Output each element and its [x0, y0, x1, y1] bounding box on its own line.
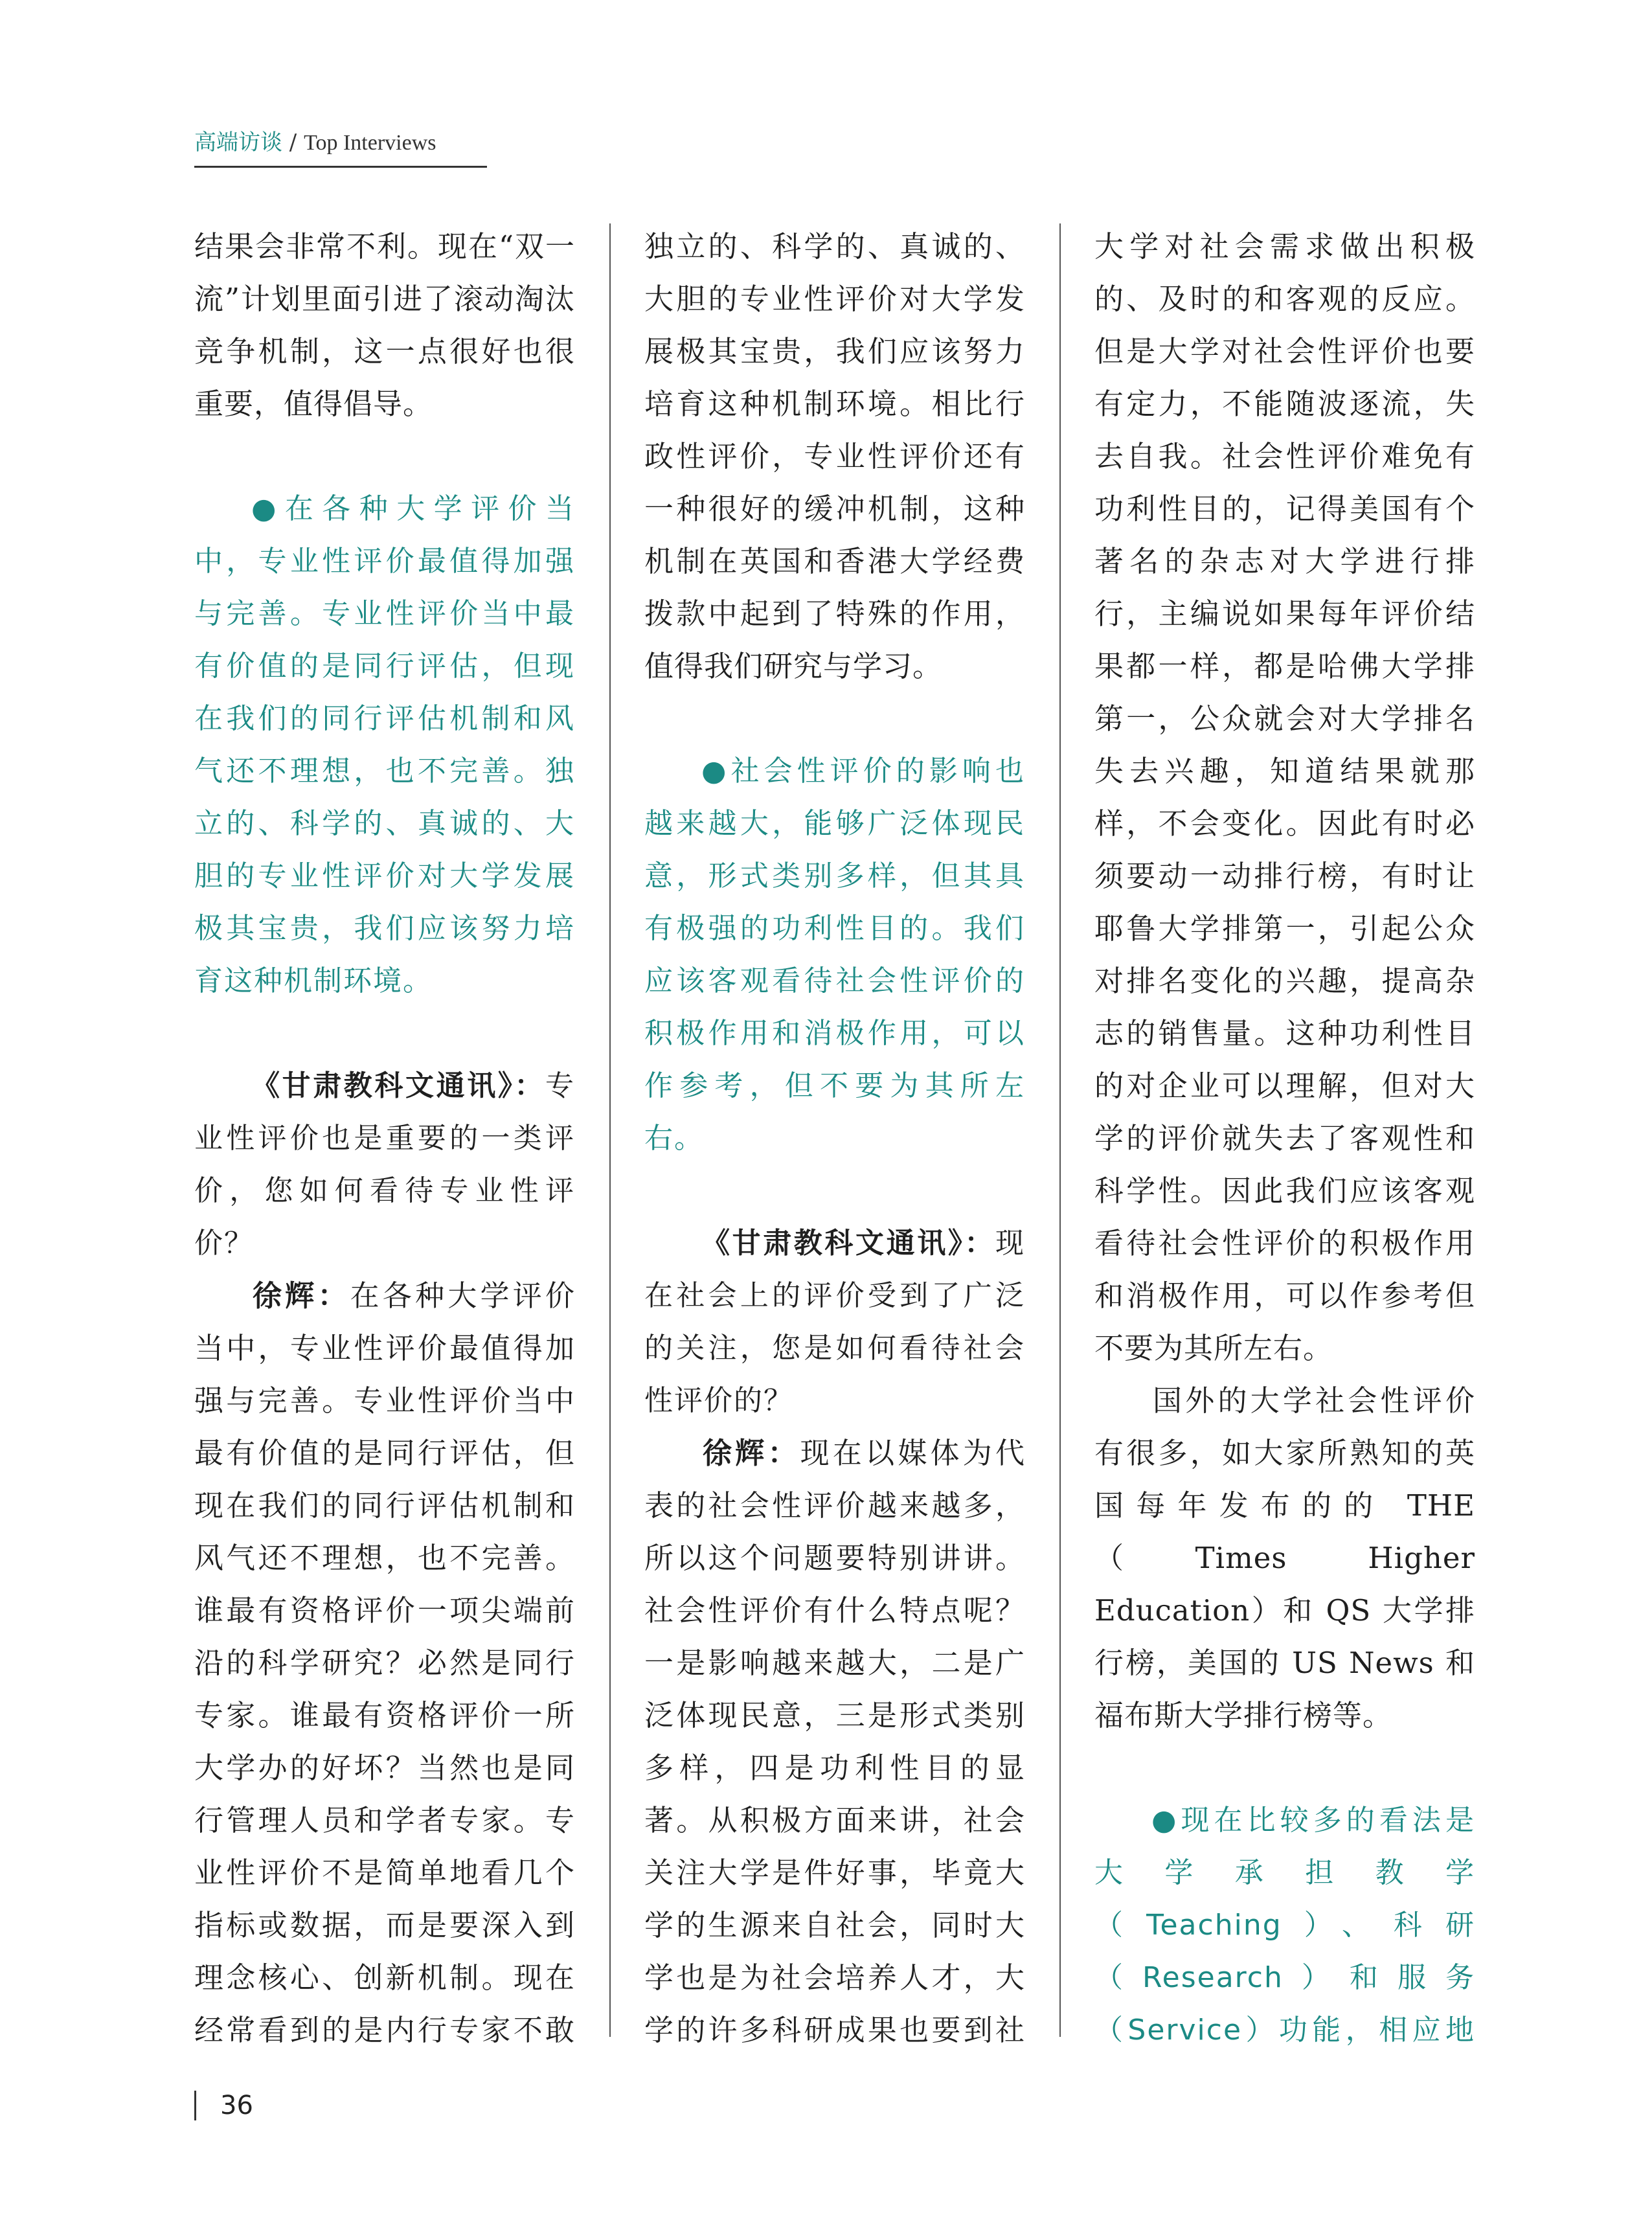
paragraph: 大学对社会需求做出积极的、及时的和客观的反应。但是大学对社会性评价也要有定力，不能随波逐流，失去自我。社会性评价难免有功利性目的，记得美国有个著名的杂志对大学进行排行，主编说如果每年评价结果都一样，都是哈佛大学排第一，公众就会对大学排名失去兴趣，知道结果就那样，不会变化。因此有时必须要动一动排行榜，有时让耶鲁大学排第一，引起公众对排名变化的兴趣，提高杂志的销售量。这种功利性目的对企业可以理解，但对大学的评价就失去了客观性和科学性。因此我们应该客观看待社会性评价的积极作用和消极作用，可以作参考但不要为其所左右。: [1094, 229, 1475, 1365]
question-text: 现在社会上的评价受到了广泛的关注，您是如何看待社会性评价的？: [644, 1227, 1025, 1417]
highlight-quote: [644, 745, 1025, 1164]
page-number: 36: [220, 2091, 253, 2120]
answer-text: 现在以媒体为代表的社会性评价越来越多，所以这个问题要特别讲讲。社会性评价有什么特点呢？一是影响越来越大，二是广泛体现民意，三是形式类别多样，四是功利性目的显著。从积极方面来讲，社会关注大学是件好事，毕竟大学的生源来自社会，同时大学也是为社会培养人才，大学的许多科研成果也要到社: [644, 1436, 1025, 2047]
question-source: 《甘肃教科文通讯》：: [701, 1227, 995, 1260]
column-3: [1094, 220, 1475, 2047]
interview-question: [644, 1217, 1025, 1427]
bullet-icon: ●: [251, 492, 285, 525]
paragraph: 独立的、科学的、真诚的、大胆的专业性评价对大学发展极其宝贵，我们应该努力培育这种机制环境。相比行政性评价，专业性评价还有一种很好的缓冲机制，这种机制在英国和香港大学经费拨款中起到了特殊的作用，值得我们研究与学习。: [644, 229, 1025, 683]
bullet-icon: ●: [1151, 1804, 1181, 1837]
answer-speaker: 徐辉：: [703, 1436, 800, 1470]
section-title-en: Top Interviews: [304, 131, 436, 155]
column-divider-1: [609, 223, 611, 2037]
answer-text: 在各种大学评价当中，专业性评价最值得加强与完善。专业性评价当中最有价值的是同行评估，但现在我们的同行评估机制和风气还不理想，也不完善。谁最有资格评价一项尖端前沿的科学研究？必然是同行专家。谁最有资格评价一所大学办的好坏？当然也是同行管理人员和学者专家。专业性评价不是简单地看几个指标或数据，而是要深入到理念核心、创新机制。现在经常看到的是内行专家不敢: [194, 1278, 575, 2047]
highlight-text: 在各种大学评价当中，专业性评价最值得加强与完善。专业性评价当中最有价值的是同行评估，但现在我们的同行评估机制和风气还不理想，也不完善。独立的、科学的、真诚的、大胆的专业性评价对大学发展极其宝贵，我们应该努力培育这种机制环境。: [194, 492, 575, 997]
section-title: [194, 130, 487, 156]
column-1: [194, 220, 575, 2047]
column-divider-2: [1059, 223, 1061, 2037]
highlight-text: 社会性评价的影响也越来越大，能够广泛体现民意，形式类别多样，但其具有极强的功利性目的。我们应该客观看待社会性评价的积极作用和消极作用，可以作参考，但不要为其所左右。: [644, 755, 1025, 1155]
footer-bar: [194, 2091, 196, 2120]
paragraph: 国外的大学社会性评价有很多，如大家所熟知的英国每年发布的的 THE（Times Higher Education）和 QS 大学排行榜，美国的 US News 和福布斯大学排行榜等。: [1094, 1383, 1475, 1732]
interview-question: [194, 1060, 575, 1269]
section-title-separator: /: [282, 130, 304, 155]
paragraph: 结果会非常不利。现在“双一流”计划里面引进了滚动淘汰竞争机制，这一点很好也很重要，值得倡导。: [194, 229, 575, 421]
interview-answer: [194, 1269, 575, 2047]
question-text: 专业性评价也是重要的一类评价，您如何看待专业性评价？: [194, 1069, 575, 1260]
highlight-quote: [1094, 1794, 1475, 2047]
highlight-quote: [194, 483, 575, 1007]
running-header: [194, 130, 487, 172]
column-2: [644, 220, 1025, 2047]
section-title-cn: 高端访谈: [194, 130, 282, 155]
question-source: 《甘肃教科文通讯》：: [251, 1069, 545, 1102]
highlight-text: 现在比较多的看法是大学承担教学（Teaching）、科研（Research）和服务（Service）功能，相应地: [1094, 1804, 1475, 2047]
answer-speaker: 徐辉：: [253, 1278, 350, 1313]
interview-answer: [644, 1427, 1025, 2047]
header-rule: [194, 166, 487, 168]
bullet-icon: ●: [701, 755, 731, 788]
